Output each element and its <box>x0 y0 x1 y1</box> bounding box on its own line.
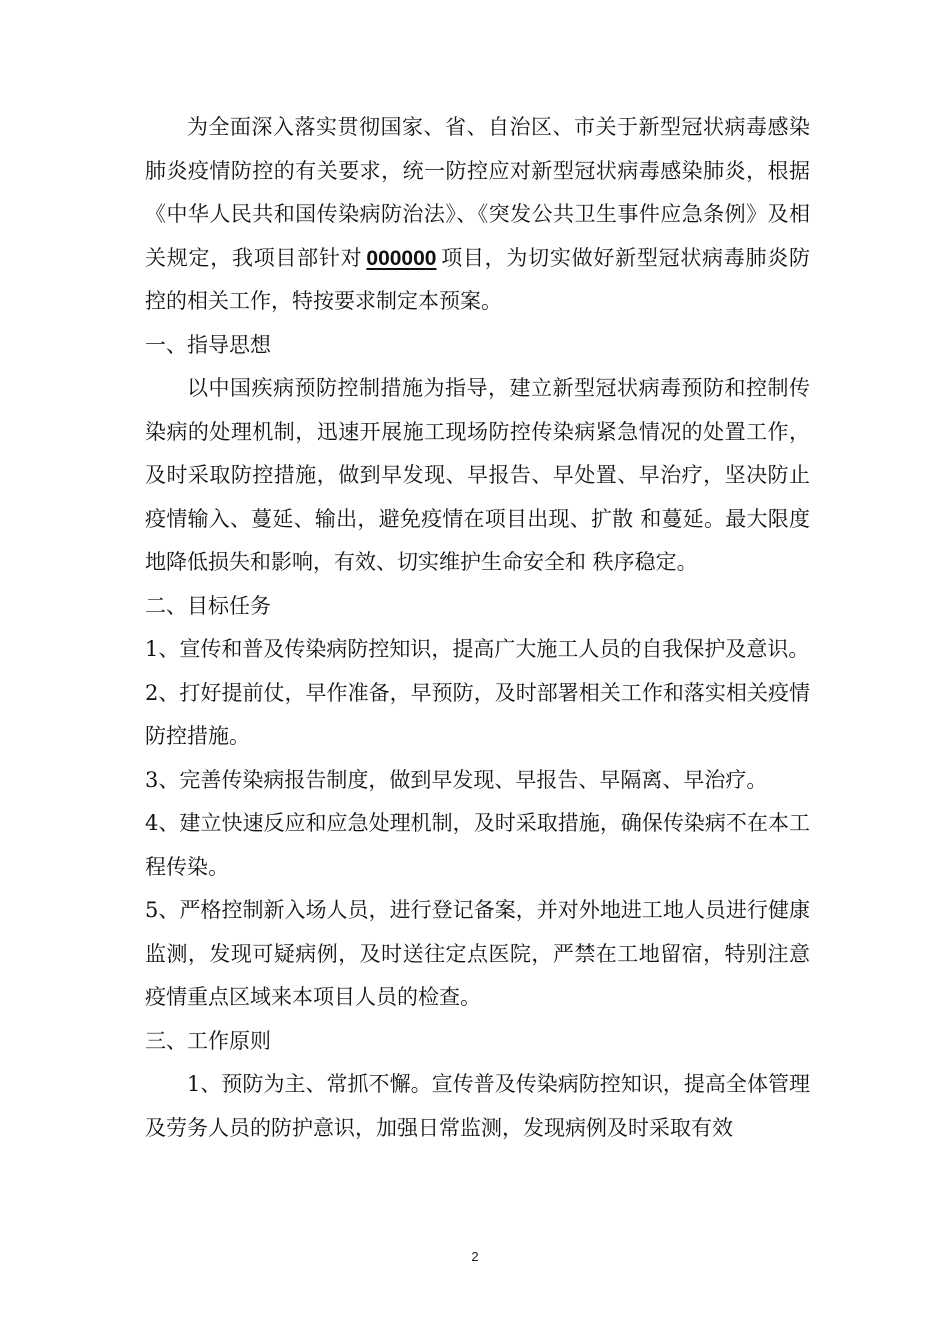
goal-item: 2、打好提前仗，早作准备，早预防，及时部署相关工作和落实相关疫情防控措施。 <box>145 680 810 748</box>
intro-text-part2: 项目，为切实做好新型冠状病毒肺炎防控的相关工作，特按要求制定本预案。 <box>145 245 811 313</box>
section-heading-principles: 三、工作原则 <box>145 1028 271 1053</box>
goal-item: 4、建立快速反应和应急处理机制，及时采取措施，确保传染病不在本工程传染。 <box>145 811 810 879</box>
goal-item: 5、严格控制新入场人员，进行登记备案，并对外地进工地人员进行健康监测，发现可疑病例，及时送往定点医院，严禁在工地留宿，特别注意疫情重点区域来本项目人员的检查。 <box>145 898 810 1009</box>
project-code: 000000 <box>366 246 437 270</box>
intro-paragraph <box>145 106 810 324</box>
goal-item: 3、完善传染病报告制度，做到早发现、早报告、早隔离、早治疗。 <box>145 767 768 792</box>
section-heading-goals: 二、目标任务 <box>145 593 271 618</box>
section-body-principles: 1、预防为主、常抓不懈。宣传普及传染病防控知识，提高全体管理及劳务人员的防护意识，加强日常监测，发现病例及时采取有效 <box>145 1072 810 1140</box>
intro-text-part1: 为全面深入落实贯彻国家、省、自治区、市关于新型冠状病毒感染肺炎疫情防控的有关要求，统一防控应对新型冠状病毒感染肺炎，根据 《中华人民共和国传染病防治法》、《突发公共卫生事件应急条例》及相关规定，我项目部针对 <box>145 115 810 270</box>
section-heading-guiding-ideology: 一、指导思想 <box>145 332 271 357</box>
goal-item: 1、宣传和普及传染病防控知识，提高广大施工人员的自我保护及意识。 <box>145 637 810 661</box>
page-number: 2 <box>471 1249 479 1264</box>
section-body-guiding-ideology: 以中国疾病预防控制措施为指导，建立新型冠状病毒预防和控制传染病的处理机制，迅速开展施工现场防控传染病紧急情况的处置工作，及时采取防控措施，做到早发现、早报告、早处置、早治疗，坚决防止疫情输入、蔓延、输出，避免疫情在项目出现、扩散 和蔓延。最大限度地降低损失和影响，有效、切实维护生命安全和 秩序稳定。 <box>145 376 810 574</box>
document-page <box>145 106 810 1150</box>
